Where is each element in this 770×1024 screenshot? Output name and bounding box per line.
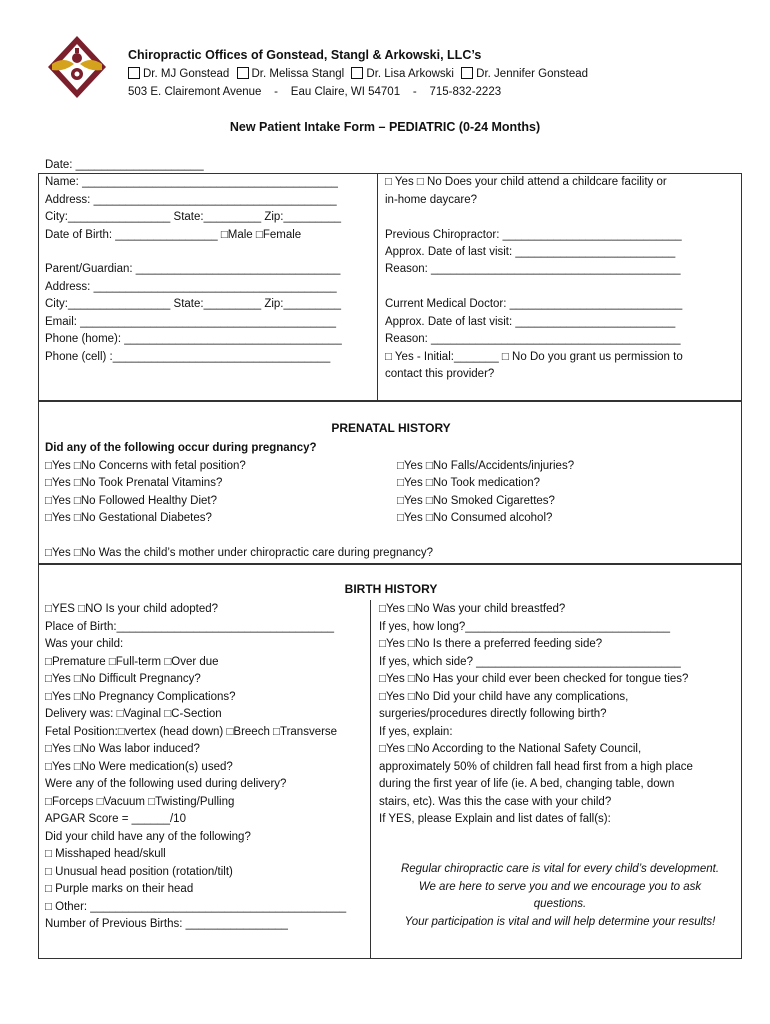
birth-right-line[interactable]: If yes, which side? ________________________________	[379, 655, 681, 668]
address-field[interactable]: Address: ______________________________________	[45, 193, 337, 206]
birth-left-line[interactable]: Fetal Position:□vertex (head down) □Breech □Transverse	[45, 725, 338, 738]
permission-question-cont: contact this provider?	[385, 368, 495, 380]
birth-right-line[interactable]: □Yes □No According to the National Safety Council,	[379, 743, 642, 755]
prenatal-item[interactable]: □Yes □No Smoked Cigarettes?	[397, 494, 555, 507]
doctor-name: Dr. Lisa Arkowski	[366, 68, 454, 80]
permission-question[interactable]: □ Yes - Initial:_______ □ No Do you grant us permission to	[385, 350, 683, 363]
birth-left-line[interactable]: □ Purple marks on their head	[45, 883, 194, 895]
doctor-checkbox[interactable]	[461, 67, 473, 79]
birth-left-line: Did your child have any of the following?	[45, 830, 251, 843]
prenatal-item[interactable]: □Yes □No Consumed alcohol?	[397, 512, 553, 524]
prev-chiro-date-field[interactable]: Approx. Date of last visit: _________________________	[385, 246, 676, 258]
clinic-address: 503 E. Clairemont Avenue - Eau Claire, WI 54701 - 715-832-2223	[128, 86, 502, 98]
birth-left-line[interactable]: APGAR Score = ______/10	[45, 813, 186, 825]
guardian-city-field[interactable]: City:________________ State:_________ Zip:_________	[45, 298, 342, 310]
birth-left-line[interactable]: □Premature □Full-term □Over due	[45, 655, 219, 668]
birth-right-line: surgeries/procedures directly following birth?	[379, 708, 607, 720]
closing-line: questions.	[533, 898, 587, 910]
phone-cell-field[interactable]: Phone (cell) :__________________________________	[45, 350, 331, 363]
birth-left-line[interactable]: □YES □NO Is your child adopted?	[45, 603, 219, 615]
closing-line: Your participation is vital and will help determine your results!	[404, 915, 716, 928]
birth-left-line[interactable]: □Yes □No Pregnancy Complications?	[45, 690, 236, 703]
doctor-field[interactable]: Current Medical Doctor: ___________________________	[385, 298, 683, 310]
doctor-date-field[interactable]: Approx. Date of last visit: _________________________	[385, 315, 676, 328]
birth-right-line[interactable]: □Yes □No Is there a preferred feeding side?	[379, 638, 603, 650]
phone-home-field[interactable]: Phone (home): __________________________________	[45, 333, 342, 345]
birth-left-line[interactable]: □ Unusual head position (rotation/tilt)	[45, 865, 233, 878]
birth-left-line[interactable]: □ Other: ________________________________________	[45, 900, 347, 913]
form-title: New Patient Intake Form – PEDIATRIC (0-24 Months)	[229, 120, 541, 134]
prev-chiro-reason-field[interactable]: Reason: _______________________________________	[385, 263, 681, 275]
clinic-name: Chiropractic Offices of Gonstead, Stangl & Arkowski, LLC’s	[128, 48, 482, 62]
doctor-checkbox[interactable]	[237, 67, 249, 79]
birth-left-line[interactable]: □Forceps □Vacuum □Twisting/Pulling	[45, 795, 235, 808]
name-field[interactable]: Name: ________________________________________	[45, 176, 338, 188]
prenatal-question: Did any of the following occur during pregnancy?	[45, 442, 317, 454]
daycare-question-cont: in-home daycare?	[385, 193, 478, 206]
birth-right-line: stairs, etc). Was this the case with your child?	[379, 795, 612, 808]
birth-right-line: during the first year of life (ie. A bed, changing table, down	[379, 778, 675, 790]
birth-left-line: Was your child:	[45, 638, 124, 650]
birth-right-line[interactable]: If yes, how long?________________________________	[379, 620, 670, 633]
birth-left-line: Were any of the following used during delivery?	[45, 778, 287, 790]
doctor-name: Dr. MJ Gonstead	[143, 68, 230, 80]
doctor-checkbox[interactable]	[351, 67, 363, 79]
birth-right-line: approximately 50% of children fall head first from a high place	[379, 760, 693, 773]
birth-title: BIRTH HISTORY	[344, 582, 438, 596]
birth-right-line: If YES, please Explain and list dates of fall(s):	[379, 813, 611, 825]
prenatal-title: PRENATAL HISTORY	[331, 421, 451, 435]
guardian-address-field[interactable]: Address: ______________________________________	[45, 280, 337, 293]
birth-right-line[interactable]: □Yes □No Has your child ever been checked for tongue ties?	[379, 673, 689, 685]
city-state-zip-field[interactable]: City:________________ State:_________ Zip:_________	[45, 211, 342, 223]
birth-right-line: If yes, explain:	[379, 725, 453, 738]
birth-left-line[interactable]: □Yes □No Difficult Pregnancy?	[45, 673, 201, 685]
doctor-list	[128, 66, 592, 83]
doctor-name: Dr. Melissa Stangl	[251, 68, 345, 80]
prenatal-item[interactable]: □Yes □No Followed Healthy Diet?	[45, 494, 217, 507]
prenatal-item[interactable]: □Yes □No Concerns with fetal position?	[45, 459, 246, 472]
birth-left-line[interactable]: □Yes □No Were medication(s) used?	[45, 760, 233, 773]
dob-sex-field[interactable]: Date of Birth: ________________ □Male □Female	[45, 228, 302, 241]
closing-line: We are here to serve you and we encourage you to ask	[418, 880, 702, 893]
doctor-name: Dr. Jennifer Gonstead	[476, 68, 589, 80]
prenatal-item[interactable]: □Yes □No Took medication?	[397, 477, 541, 489]
clinic-logo	[46, 34, 108, 100]
guardian-field[interactable]: Parent/Guardian: ________________________________	[45, 263, 341, 275]
email-field[interactable]: Email: ________________________________________	[45, 315, 336, 328]
birth-left-line[interactable]: Number of Previous Births: ________________	[45, 918, 288, 930]
column-divider	[377, 173, 378, 401]
prenatal-item[interactable]: □Yes □No Gestational Diabetes?	[45, 512, 212, 524]
prenatal-item[interactable]: □Yes □No Took Prenatal Vitamins?	[45, 477, 223, 489]
birth-left-line[interactable]: □ Misshaped head/skull	[45, 848, 166, 860]
prenatal-item[interactable]: □Yes □No Was the child’s mother under chiropractic care during pregnancy?	[45, 547, 434, 559]
birth-left-line[interactable]: Place of Birth:__________________________________	[45, 620, 335, 633]
prev-chiro-field[interactable]: Previous Chiropractor: ____________________________	[385, 228, 682, 241]
daycare-question[interactable]: □ Yes □ No Does your child attend a childcare facility or	[385, 176, 667, 188]
birth-right-line[interactable]: □Yes □No Did your child have any complications,	[379, 690, 629, 703]
doctor-reason-field[interactable]: Reason: _______________________________________	[385, 333, 681, 345]
birth-left-line[interactable]: Delivery was: □Vaginal □C-Section	[45, 708, 222, 720]
column-divider	[370, 600, 371, 959]
date-field[interactable]: Date: ____________________	[45, 159, 204, 171]
closing-line: Regular chiropractic care is vital for every child’s development.	[400, 863, 720, 875]
birth-left-line[interactable]: □Yes □No Was labor induced?	[45, 743, 200, 755]
prenatal-item[interactable]: □Yes □No Falls/Accidents/injuries?	[397, 459, 575, 472]
birth-right-line[interactable]: □Yes □No Was your child breastfed?	[379, 603, 566, 615]
doctor-checkbox[interactable]	[128, 67, 140, 79]
